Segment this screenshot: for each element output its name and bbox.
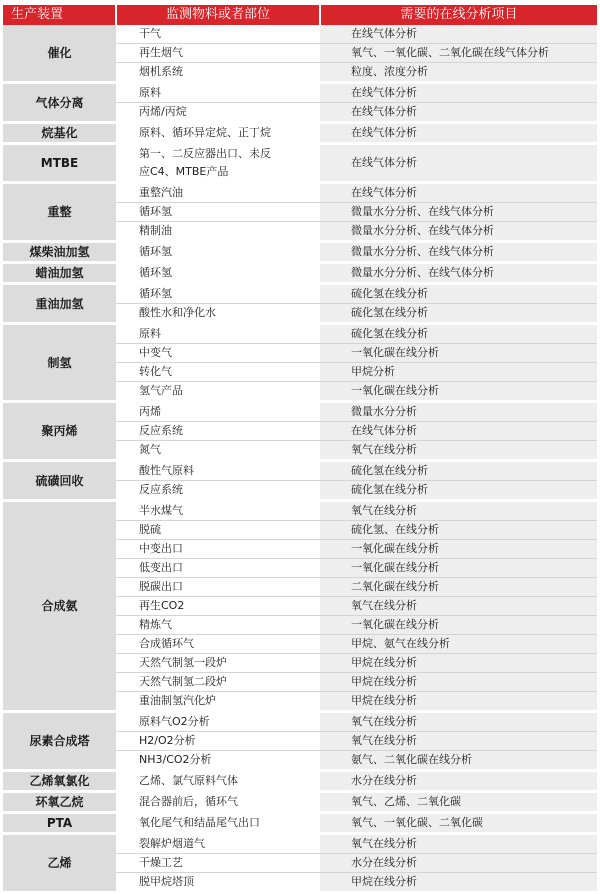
monitored-material-cell: 循环氢: [116, 203, 320, 222]
monitored-material-cell: 原料: [116, 324, 320, 344]
analysis-item-cell: 甲烷在线分析: [320, 673, 597, 692]
table-row: [3, 25, 597, 44]
analysis-item-cell: 甲烷在线分析: [320, 873, 597, 893]
table-row: [3, 183, 597, 203]
production-unit-cell: 合成氨: [3, 501, 116, 712]
analysis-item-cell: 氧气在线分析: [320, 712, 597, 732]
analysis-item-cell: 氧气在线分析: [320, 732, 597, 751]
monitored-material-cell: 原料气O2分析: [116, 712, 320, 732]
monitored-material-cell: 干燥工艺: [116, 854, 320, 873]
analysis-item-cell: 硫化氢在线分析: [320, 324, 597, 344]
monitored-material-cell: 原料: [116, 83, 320, 103]
production-unit-cell: 气体分离: [3, 83, 116, 123]
monitored-material-cell: H2/O2分析: [116, 732, 320, 751]
analysis-item-cell: 在线气体分析: [320, 144, 597, 183]
analysis-item-cell: 氨气、二氧化碳在线分析: [320, 751, 597, 771]
monitored-material-cell: 干气: [116, 25, 320, 44]
production-unit-cell: 催化: [3, 25, 116, 83]
monitored-material-cell: 氧化尾气和结晶尾气出口: [116, 813, 320, 834]
header-monitored-material: 监测物料或者部位: [116, 5, 320, 25]
analysis-item-cell: 微量水分分析、在线气体分析: [320, 242, 597, 263]
analysis-item-cell: 在线气体分析: [320, 103, 597, 123]
analysis-item-cell: 氧气、一氧化碳、二氧化碳: [320, 813, 597, 834]
table-header-row: [3, 5, 597, 25]
monitored-material-cell: 脱碳出口: [116, 578, 320, 597]
monitored-material-cell: 中变气: [116, 344, 320, 363]
table-row: [3, 771, 597, 792]
monitored-material-cell: 脱甲烷塔顶: [116, 873, 320, 893]
monitored-material-cell: 再生烟气: [116, 44, 320, 63]
production-unit-cell: 蜡油加氢: [3, 263, 116, 284]
production-unit-cell: 尿素合成塔: [3, 712, 116, 771]
analysis-item-cell: 一氧化碳在线分析: [320, 382, 597, 402]
production-unit-cell: 重整: [3, 183, 116, 242]
analysis-item-cell: 甲烷在线分析: [320, 692, 597, 712]
monitored-material-cell: 循环氢: [116, 284, 320, 304]
table-row: [3, 242, 597, 263]
production-unit-cell: 重油加氢: [3, 284, 116, 324]
analysis-item-cell: 微量水分分析: [320, 402, 597, 422]
monitored-material-cell: 转化气: [116, 363, 320, 382]
production-unit-cell: 煤柴油加氢: [3, 242, 116, 263]
analysis-item-cell: 一氧化碳在线分析: [320, 344, 597, 363]
monitored-material-cell: 精制油: [116, 222, 320, 242]
analysis-table-container: [3, 5, 597, 894]
monitored-material-cell: 烟机系统: [116, 63, 320, 83]
analysis-item-cell: 氧气在线分析: [320, 834, 597, 854]
monitored-material-cell: 氮气: [116, 441, 320, 461]
analysis-item-cell: 一氧化碳在线分析: [320, 559, 597, 578]
analysis-item-cell: 粒度、浓度分析: [320, 63, 597, 83]
analysis-item-cell: 水分在线分析: [320, 854, 597, 873]
production-unit-cell: 乙烯: [3, 834, 116, 893]
analysis-item-cell: 微量水分分析、在线气体分析: [320, 203, 597, 222]
analysis-item-cell: 甲烷、氨气在线分析: [320, 635, 597, 654]
table-row: [3, 324, 597, 344]
analysis-item-cell: 在线气体分析: [320, 25, 597, 44]
header-analysis-items: 需要的在线分析项目: [320, 5, 597, 25]
analysis-item-cell: 一氧化碳在线分析: [320, 540, 597, 559]
analysis-item-cell: 二氧化碳在线分析: [320, 578, 597, 597]
monitored-material-cell: 合成循环气: [116, 635, 320, 654]
table-row: [3, 792, 597, 813]
header-production-unit: 生产装置: [3, 5, 116, 25]
production-unit-cell: 环氧乙烷: [3, 792, 116, 813]
production-unit-cell: PTA: [3, 813, 116, 834]
monitored-material-cell: 反应系统: [116, 422, 320, 441]
analysis-item-cell: 硫化氢在线分析: [320, 481, 597, 501]
table-row: [3, 144, 597, 183]
analysis-item-cell: 氧气在线分析: [320, 501, 597, 521]
analysis-item-cell: 在线气体分析: [320, 183, 597, 203]
monitored-material-cell: 丙烯/丙烷: [116, 103, 320, 123]
analysis-item-cell: 硫化氢在线分析: [320, 461, 597, 481]
monitored-material-cell: NH3/CO2分析: [116, 751, 320, 771]
table-row: [3, 834, 597, 854]
analysis-item-cell: 在线气体分析: [320, 422, 597, 441]
analysis-item-cell: 水分在线分析: [320, 771, 597, 792]
table-row: [3, 284, 597, 304]
analysis-item-cell: 微量水分分析、在线气体分析: [320, 222, 597, 242]
analysis-item-cell: 在线气体分析: [320, 123, 597, 144]
table-row: [3, 813, 597, 834]
monitored-material-cell: 反应系统: [116, 481, 320, 501]
analysis-item-cell: 氧气、乙烯、二氧化碳: [320, 792, 597, 813]
table-row: [3, 712, 597, 732]
analysis-item-cell: 微量水分分析、在线气体分析: [320, 263, 597, 284]
monitored-material-cell: 酸性气原料: [116, 461, 320, 481]
analysis-item-cell: 氧气在线分析: [320, 441, 597, 461]
monitored-material-cell: 第一、二反应器出口、未反应C4、MTBE产品: [116, 144, 320, 183]
production-unit-cell: 烷基化: [3, 123, 116, 144]
monitored-material-cell: 低变出口: [116, 559, 320, 578]
table-row: [3, 461, 597, 481]
production-unit-cell: MTBE: [3, 144, 116, 183]
monitored-material-cell: 循环氢: [116, 242, 320, 263]
monitored-material-cell: 裂解炉烟道气: [116, 834, 320, 854]
monitored-material-cell: 精炼气: [116, 616, 320, 635]
monitored-material-cell: 天然气制氢一段炉: [116, 654, 320, 673]
monitored-material-cell: 重整汽油: [116, 183, 320, 203]
table-row: [3, 402, 597, 422]
analysis-item-cell: 氧气在线分析: [320, 597, 597, 616]
production-unit-cell: 硫磺回收: [3, 461, 116, 501]
monitored-material-cell: 丙烯: [116, 402, 320, 422]
monitored-material-cell: 再生CO2: [116, 597, 320, 616]
analysis-item-cell: 甲烷在线分析: [320, 654, 597, 673]
production-unit-cell: 聚丙烯: [3, 402, 116, 461]
monitored-material-cell: 乙烯、氯气原料气体: [116, 771, 320, 792]
table-row: [3, 83, 597, 103]
production-unit-cell: 乙烯氧氯化: [3, 771, 116, 792]
online-analysis-table: [3, 5, 597, 894]
monitored-material-cell: 酸性水和净化水: [116, 304, 320, 324]
monitored-material-cell: 重油制氢汽化炉: [116, 692, 320, 712]
table-row: [3, 501, 597, 521]
analysis-item-cell: 硫化氢、在线分析: [320, 521, 597, 540]
analysis-item-cell: 硫化氢在线分析: [320, 304, 597, 324]
analysis-item-cell: 在线气体分析: [320, 83, 597, 103]
analysis-item-cell: 甲烷分析: [320, 363, 597, 382]
monitored-material-cell: 混合器前后，循环气: [116, 792, 320, 813]
table-row: [3, 123, 597, 144]
table-row: [3, 263, 597, 284]
monitored-material-cell: 半水煤气: [116, 501, 320, 521]
monitored-material-cell: 氢气产品: [116, 382, 320, 402]
analysis-item-cell: 硫化氢在线分析: [320, 284, 597, 304]
production-unit-cell: 制氢: [3, 324, 116, 402]
table-body: [3, 25, 597, 893]
monitored-material-cell: 循环氢: [116, 263, 320, 284]
monitored-material-cell: 原料、循环异定烷、正丁烷: [116, 123, 320, 144]
monitored-material-cell: 中变出口: [116, 540, 320, 559]
monitored-material-cell: 天然气制氢二段炉: [116, 673, 320, 692]
analysis-item-cell: 一氧化碳在线分析: [320, 616, 597, 635]
monitored-material-cell: 脱硫: [116, 521, 320, 540]
analysis-item-cell: 氧气、一氧化碳、二氧化碳在线气体分析: [320, 44, 597, 63]
